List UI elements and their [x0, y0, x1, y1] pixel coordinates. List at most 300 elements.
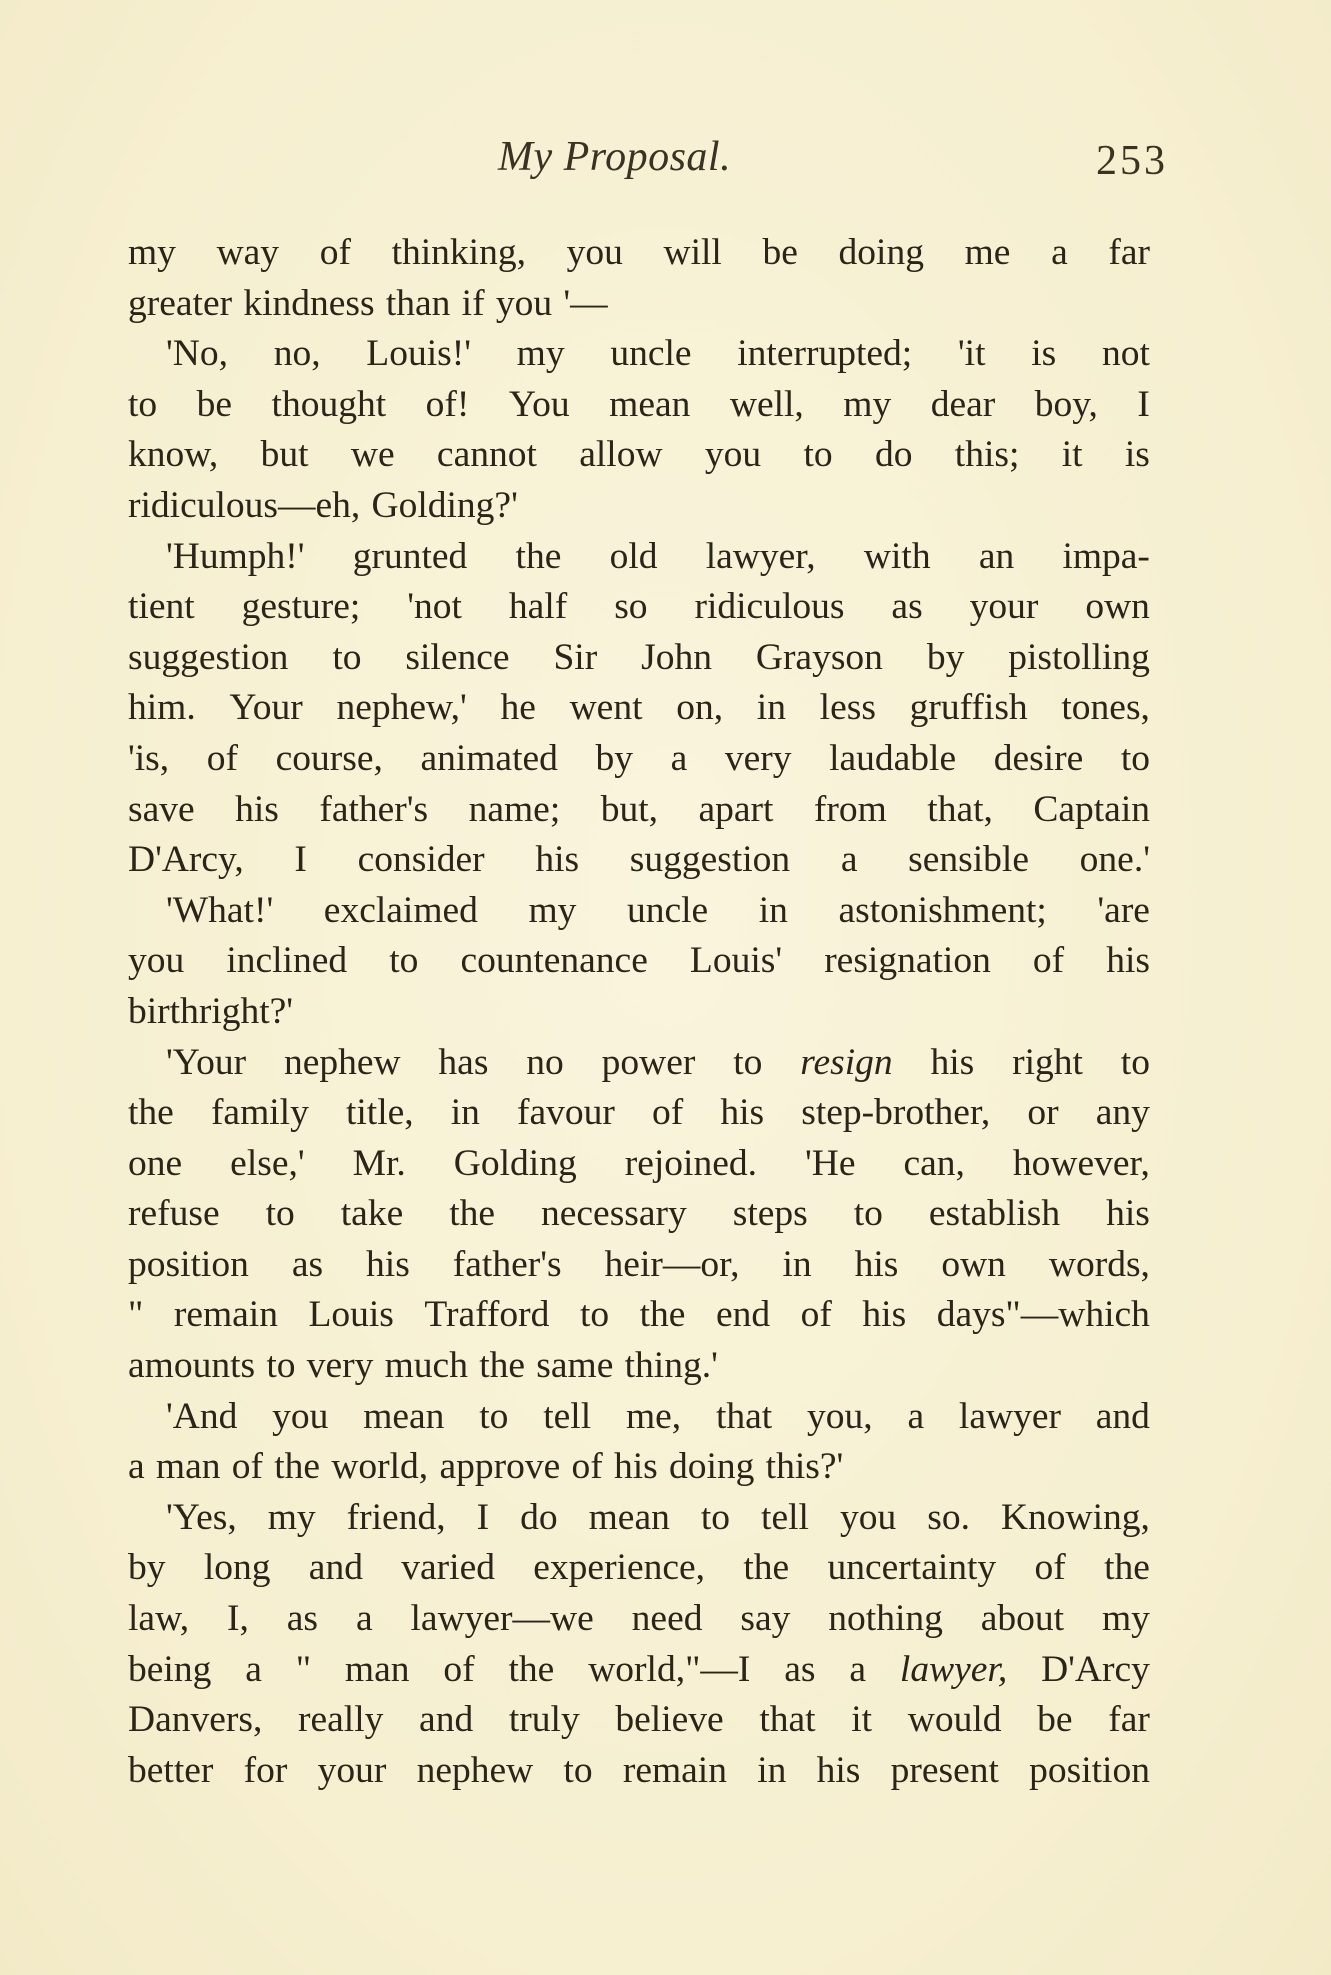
word: has	[438, 1041, 489, 1083]
text-line	[128, 329, 1150, 380]
word: however,	[1012, 1142, 1150, 1184]
word: so.	[927, 1496, 970, 1538]
word: to	[266, 1345, 296, 1387]
word: you	[272, 1395, 329, 1437]
word: your	[317, 1749, 387, 1791]
word: desire	[993, 737, 1084, 779]
word: of	[800, 1294, 832, 1336]
word: nephew,'	[336, 687, 467, 729]
word: exclaimed	[323, 889, 478, 931]
word: own	[941, 1243, 1006, 1285]
word: gesture;	[241, 586, 361, 628]
word: world,"—I	[588, 1648, 751, 1690]
word: doing	[838, 232, 924, 273]
word: present	[890, 1749, 999, 1791]
word: very	[724, 737, 792, 779]
word: his	[720, 1092, 765, 1134]
word: cannot	[436, 434, 537, 476]
word: better	[128, 1749, 214, 1791]
word: of	[1034, 1547, 1066, 1589]
word: laudable	[829, 737, 957, 779]
word: for	[243, 1749, 288, 1791]
word: a	[1051, 232, 1068, 273]
word: experience,	[533, 1547, 706, 1589]
word: Golding?'	[371, 484, 518, 526]
word: 'Your	[166, 1041, 247, 1083]
word: to	[579, 1294, 610, 1336]
word: inclined	[226, 940, 348, 982]
word: lawyer,	[705, 535, 816, 577]
text-line	[128, 481, 1150, 532]
word: the	[515, 535, 562, 577]
word: resign	[800, 1041, 893, 1083]
word: far	[1108, 1699, 1150, 1741]
word: lawyer	[958, 1395, 1061, 1437]
word: of	[443, 1648, 475, 1690]
word: any	[1095, 1092, 1150, 1134]
word: take	[340, 1193, 404, 1235]
word: sensible	[908, 839, 1029, 881]
word: be	[1037, 1699, 1073, 1741]
text-line	[128, 734, 1150, 785]
word: of	[571, 1446, 603, 1488]
word: your	[969, 586, 1039, 628]
word: that,	[927, 788, 993, 830]
word: no	[526, 1041, 564, 1083]
word: animated	[420, 737, 558, 779]
word: tones,	[1061, 687, 1150, 729]
word: me,	[625, 1395, 682, 1437]
word: countenance	[460, 940, 648, 982]
word: D'Arcy,	[128, 839, 244, 881]
word: his	[816, 1749, 861, 1791]
word: man	[344, 1648, 410, 1690]
word: and	[419, 1699, 474, 1741]
word: his	[235, 788, 279, 830]
word: my	[1102, 1598, 1150, 1640]
word: to	[733, 1041, 763, 1083]
word: 'No,	[166, 333, 228, 375]
word: to	[1120, 1041, 1150, 1083]
word: to	[803, 434, 833, 476]
word: so	[614, 586, 648, 628]
text-line	[128, 228, 1150, 279]
word: 'is,	[128, 737, 170, 779]
word: law,	[128, 1598, 190, 1640]
word: but	[260, 434, 309, 476]
page-number: 253	[1096, 138, 1168, 184]
text-line	[128, 683, 1150, 734]
word: on,	[676, 687, 724, 729]
word: Louis!'	[366, 333, 471, 375]
word: remain	[622, 1749, 727, 1791]
word: I	[1137, 383, 1150, 425]
word: friend,	[346, 1496, 446, 1538]
word: really	[298, 1699, 384, 1741]
word: consider	[357, 839, 485, 881]
word: do	[520, 1496, 558, 1538]
word: suggestion	[629, 839, 791, 881]
word: a	[840, 839, 858, 881]
word: impa-	[1062, 535, 1150, 577]
text-line	[128, 1695, 1150, 1746]
word: 'Yes,	[166, 1496, 237, 1538]
word: I	[294, 839, 307, 881]
word: in	[757, 1749, 787, 1791]
word: very	[306, 1345, 374, 1387]
word: Trafford	[424, 1294, 550, 1336]
word: man	[155, 1446, 221, 1488]
word: thought	[271, 383, 387, 425]
word: doing	[668, 1446, 755, 1488]
word: you	[704, 434, 762, 476]
word: boy,	[1034, 383, 1098, 425]
text-line	[128, 1189, 1150, 1240]
word: right	[1012, 1041, 1083, 1083]
word: tell	[543, 1395, 592, 1437]
word: uncle	[610, 333, 692, 375]
word: birthright?'	[128, 990, 294, 1032]
word: dear	[930, 383, 996, 425]
text-line	[128, 835, 1150, 886]
word: his	[930, 1041, 975, 1083]
word: power	[601, 1041, 696, 1083]
word: is	[1124, 434, 1150, 476]
word: his	[613, 1446, 658, 1488]
word: You	[508, 383, 570, 425]
word: nephew	[283, 1041, 401, 1083]
word: not	[1101, 333, 1150, 375]
word: ridiculous	[694, 586, 845, 628]
word: course,	[275, 737, 383, 779]
word: of	[652, 1092, 684, 1134]
word: do	[874, 434, 913, 476]
text-line	[128, 936, 1150, 987]
page-header	[128, 133, 1168, 193]
word: him.	[128, 687, 196, 729]
word: his	[854, 1243, 899, 1285]
word: heir—or,	[604, 1243, 740, 1285]
word: thinking,	[391, 232, 526, 273]
word: a	[907, 1395, 925, 1437]
word: to	[700, 1496, 731, 1538]
word: grunted	[352, 535, 468, 577]
text-line	[128, 1290, 1150, 1341]
word: much	[384, 1345, 468, 1387]
word: in	[756, 687, 786, 729]
word: as	[286, 1598, 319, 1640]
word: way	[216, 232, 280, 273]
word: father's	[319, 788, 429, 830]
text-line	[128, 1088, 1150, 1139]
word: uncle	[626, 889, 709, 931]
word: steps	[732, 1193, 808, 1235]
text-line	[128, 1594, 1150, 1645]
word: know,	[128, 434, 219, 476]
word: you	[495, 282, 553, 324]
word: my	[528, 889, 577, 931]
text-line	[128, 1341, 1150, 1392]
word: own	[1085, 586, 1150, 628]
word: can,	[903, 1142, 965, 1184]
word: my	[267, 1496, 316, 1538]
word: truly	[508, 1699, 580, 1741]
word: the	[1104, 1547, 1150, 1589]
text-line	[128, 785, 1150, 836]
word: you,	[807, 1395, 873, 1437]
word: to	[853, 1193, 883, 1235]
word: the	[743, 1547, 790, 1589]
word: an	[978, 535, 1015, 577]
word: be	[196, 383, 233, 425]
text-line	[128, 279, 1150, 330]
word: establish	[928, 1193, 1061, 1235]
word: position	[128, 1243, 249, 1285]
word: a	[245, 1648, 262, 1690]
text-line	[128, 886, 1150, 937]
word: would	[907, 1699, 1002, 1741]
text-line	[128, 582, 1150, 633]
text-line	[128, 1240, 1150, 1291]
text-line	[128, 1543, 1150, 1594]
text-line	[128, 1746, 1150, 1797]
word: old	[609, 535, 658, 577]
text-line	[128, 1493, 1150, 1544]
text-line	[128, 1392, 1150, 1443]
word: Golding	[453, 1142, 577, 1184]
word: the	[639, 1294, 686, 1336]
word: his	[535, 839, 580, 881]
word: you	[566, 232, 623, 273]
word: of	[206, 737, 238, 779]
word: less	[819, 687, 876, 729]
word: if	[461, 282, 485, 324]
word: I	[476, 1496, 490, 1538]
word: uncertainty	[827, 1547, 997, 1589]
word: is	[1031, 333, 1057, 375]
word: interrupted;	[737, 333, 913, 375]
word: by	[926, 636, 965, 678]
word: it	[851, 1699, 873, 1741]
word: to	[128, 383, 158, 425]
word: resignation	[824, 940, 991, 982]
word: and	[1095, 1395, 1150, 1437]
word: position	[1029, 1749, 1150, 1791]
word: this;	[954, 434, 1020, 476]
word: tell	[761, 1496, 809, 1538]
word: to	[563, 1749, 593, 1791]
word: name;	[468, 788, 561, 830]
word: his	[862, 1294, 907, 1336]
word: Louis	[308, 1294, 394, 1336]
word: in	[758, 889, 788, 931]
word: that	[759, 1699, 816, 1741]
word: the	[508, 1648, 555, 1690]
word: title,	[345, 1092, 414, 1134]
word: will	[663, 232, 722, 273]
word: by	[128, 1547, 166, 1589]
word: to	[479, 1395, 509, 1437]
word: to	[332, 636, 362, 678]
word: step-brother,	[801, 1092, 991, 1134]
word: end	[715, 1294, 771, 1336]
word: to	[389, 940, 419, 982]
word: 'And	[166, 1395, 238, 1437]
word: to	[265, 1193, 295, 1235]
word: Knowing,	[1000, 1496, 1150, 1538]
word: you	[839, 1496, 897, 1538]
word: necessary	[541, 1193, 687, 1235]
word: approve	[439, 1446, 561, 1488]
word: favour	[517, 1092, 615, 1134]
word: as	[891, 586, 923, 628]
word: long	[203, 1547, 271, 1589]
word: greater	[128, 282, 233, 324]
word: well,	[729, 383, 804, 425]
text-line	[128, 380, 1150, 431]
word: his	[1106, 1193, 1150, 1235]
word: say	[740, 1598, 791, 1640]
word: amounts	[128, 1345, 256, 1387]
word: of	[231, 1446, 263, 1488]
word: apart	[698, 788, 774, 830]
word: that	[715, 1395, 773, 1437]
word: a	[355, 1598, 373, 1640]
word: one.'	[1079, 839, 1150, 881]
word: believe	[615, 1699, 724, 1741]
word: rejoined.	[624, 1142, 757, 1184]
word: than	[385, 282, 451, 324]
word: and	[308, 1547, 363, 1589]
word: family	[210, 1092, 309, 1134]
word: a	[670, 737, 688, 779]
word: "	[128, 1294, 144, 1336]
word: my	[843, 383, 892, 425]
word: astonishment;	[838, 889, 1047, 931]
text-line	[128, 430, 1150, 481]
word: refuse	[128, 1193, 220, 1235]
word: his	[366, 1243, 410, 1285]
word: be	[762, 232, 798, 273]
word: D'Arcy	[1041, 1648, 1150, 1690]
word: with	[863, 535, 931, 577]
word: same	[536, 1345, 614, 1387]
word: I,	[227, 1598, 249, 1640]
word: we	[350, 434, 395, 476]
word: else,'	[230, 1142, 305, 1184]
word: remain	[173, 1294, 278, 1336]
word: 'Humph!'	[166, 535, 305, 577]
word: lawyer—we	[410, 1598, 594, 1640]
word: a	[128, 1446, 145, 1488]
text-line	[128, 1645, 1150, 1696]
word: "	[295, 1648, 312, 1690]
word: the	[274, 1446, 321, 1488]
word: ridiculous—eh,	[128, 484, 361, 526]
text-line	[128, 1038, 1150, 1089]
word: as	[784, 1648, 816, 1690]
word: allow	[579, 434, 663, 476]
text-line	[128, 1139, 1150, 1190]
word: the	[449, 1193, 496, 1235]
word: you	[128, 940, 185, 982]
word: in	[450, 1092, 480, 1134]
word: mean	[588, 1496, 670, 1538]
word: kindness	[243, 282, 375, 324]
word: as	[291, 1243, 324, 1285]
word: he	[500, 687, 536, 729]
word: tient	[128, 586, 195, 628]
word: my	[516, 333, 565, 375]
word: gruffish	[909, 687, 1028, 729]
word: it	[1061, 434, 1083, 476]
word: father's	[452, 1243, 562, 1285]
word: from	[813, 788, 887, 830]
word: 'He	[804, 1142, 856, 1184]
word: Your	[229, 687, 303, 729]
word: 'are	[1097, 889, 1150, 931]
word: Louis'	[689, 940, 783, 982]
word: 'it	[957, 333, 986, 375]
word: world,	[331, 1446, 429, 1488]
word: half	[508, 586, 568, 628]
word: pistolling	[1008, 636, 1150, 678]
word: Sir	[553, 636, 598, 678]
word: 'not	[407, 586, 462, 628]
word: Danvers,	[128, 1699, 263, 1741]
word: far	[1108, 232, 1150, 273]
word: my	[128, 232, 176, 273]
word: varied	[401, 1547, 495, 1589]
word: the	[128, 1092, 174, 1134]
word: in	[782, 1243, 812, 1285]
word: one	[128, 1142, 183, 1184]
word: or	[1027, 1092, 1059, 1134]
word: about	[980, 1598, 1065, 1640]
word: mean	[363, 1395, 445, 1437]
word: words,	[1048, 1243, 1150, 1285]
word: mean	[609, 383, 691, 425]
word: by	[595, 737, 633, 779]
word: silence	[405, 636, 510, 678]
word: went	[569, 687, 643, 729]
body-text	[128, 228, 1150, 1796]
word: days"—which	[936, 1294, 1150, 1336]
text-line	[128, 1442, 1150, 1493]
word: Mr.	[352, 1142, 406, 1184]
word: suggestion	[128, 636, 289, 678]
word: me	[964, 232, 1011, 273]
word: save	[128, 788, 195, 830]
word: this?'	[765, 1446, 844, 1488]
word: the	[479, 1345, 526, 1387]
running-title: My Proposal.	[498, 134, 732, 180]
word: being	[128, 1648, 212, 1690]
word: lawyer,	[899, 1648, 1008, 1690]
word: of	[1032, 940, 1065, 982]
word: nephew	[416, 1749, 534, 1791]
word: a	[849, 1648, 867, 1690]
word: 'What!'	[166, 889, 274, 931]
word: no,	[273, 333, 321, 375]
word: thing.'	[624, 1345, 718, 1387]
word: his	[1106, 940, 1150, 982]
word: Grayson	[755, 636, 883, 678]
text-line	[128, 633, 1150, 684]
word: John	[641, 636, 712, 678]
word: need	[631, 1598, 703, 1640]
word: of!	[425, 383, 470, 425]
